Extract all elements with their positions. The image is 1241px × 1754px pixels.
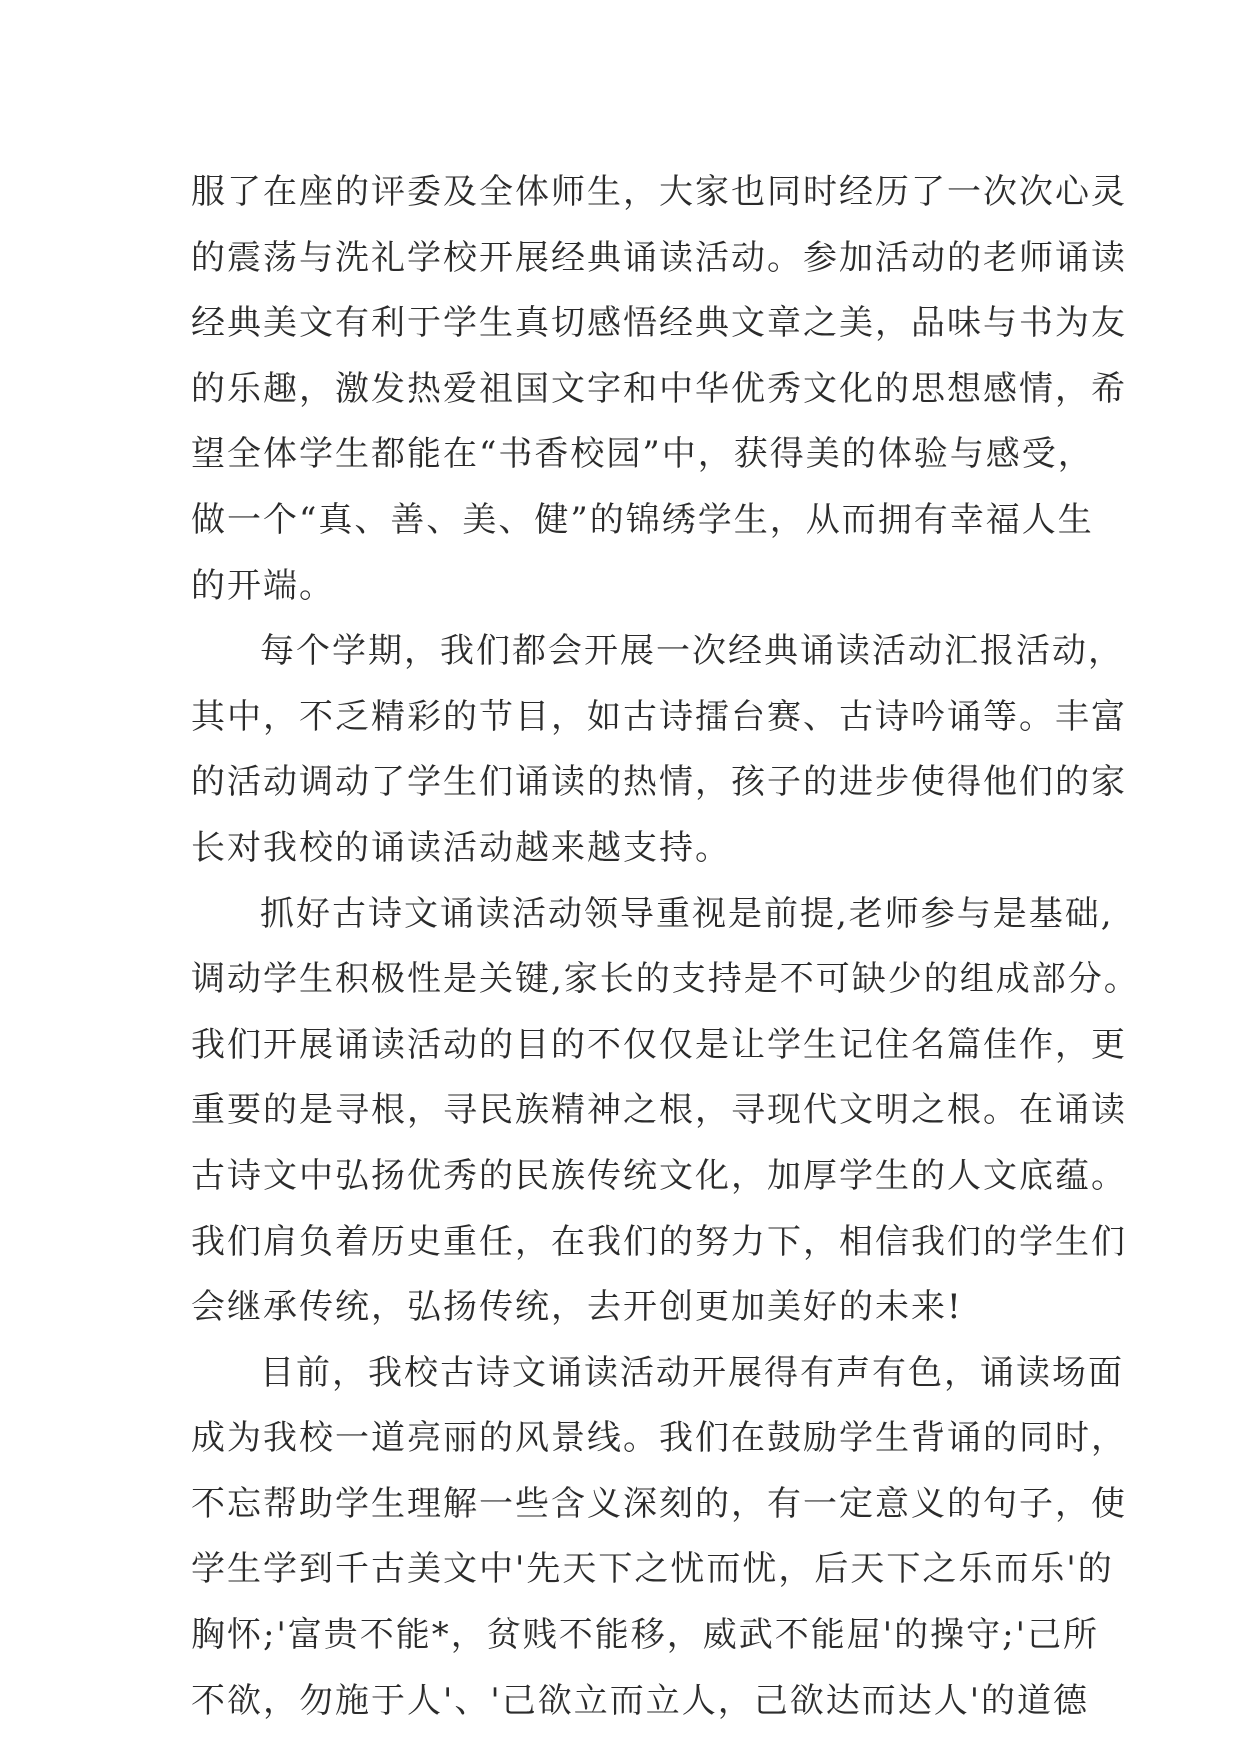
text-line: 的震荡与洗礼学校开展经典诵读活动。参加活动的老师诵读 (191, 237, 1127, 278)
text-line: 学生学到千古美文中'先天下之忧而忧，后天下之乐而乐'的 (191, 1549, 1114, 1590)
text-line: 我们开展诵读活动的目的不仅仅是让学生记住名篇佳作，更 (191, 1024, 1127, 1065)
text-line: 其中，不乏精彩的节目，如古诗擂台赛、古诗吟诵等。丰富 (191, 696, 1127, 737)
paragraph-first-line: 抓好古诗文诵读活动领导重视是前提,老师参与是基础, (260, 893, 1114, 934)
text-line: 长对我校的诵读活动越来越支持。 (191, 827, 731, 868)
text-line: 的活动调动了学生们诵读的热情，孩子的进步使得他们的家 (191, 762, 1127, 803)
text-line: 不欲，勿施于人'、'己欲立而立人，己欲达而达人'的道德 (191, 1680, 1090, 1721)
text-line: 调动学生积极性是关键,家长的支持是不可缺少的组成部分。 (191, 959, 1140, 1000)
text-line: 会继承传统，弘扬传统，去开创更加美好的未来! (191, 1287, 963, 1328)
text-line: 的开端。 (191, 565, 335, 606)
text-line: 古诗文中弘扬优秀的民族传统文化，加厚学生的人文底蕴。 (191, 1155, 1127, 1196)
text-line: 望全体学生都能在“书香校园”中，获得美的体验与感受， (191, 434, 1094, 475)
text-line: 成为我校一道亮丽的风景线。我们在鼓励学生背诵的同时， (191, 1418, 1127, 1459)
text-line: 胸怀;'富贵不能*，贫贱不能移，威武不能屈'的操守;'己所 (191, 1615, 1099, 1656)
body-text (191, 160, 1140, 1734)
text-line: 重要的是寻根，寻民族精神之根，寻现代文明之根。在诵读 (191, 1090, 1127, 1131)
paragraph-first-line: 目前，我校古诗文诵读活动开展得有声有色，诵读场面 (260, 1352, 1124, 1393)
text-line: 做一个“真、善、美、健”的锦绣学生，从而拥有幸福人生 (191, 499, 1094, 540)
text-line: 的乐趣，激发热爱祖国文字和中华优秀文化的思想感情，希 (191, 368, 1127, 409)
text-line: 我们肩负着历史重任，在我们的努力下，相信我们的学生们 (191, 1221, 1127, 1262)
text-line: 经典美文有利于学生真切感悟经典文章之美，品味与书为友 (191, 303, 1127, 344)
paragraph-first-line: 每个学期，我们都会开展一次经典诵读活动汇报活动， (260, 631, 1124, 672)
text-line: 不忘帮助学生理解一些含义深刻的，有一定意义的句子，使 (191, 1483, 1127, 1524)
text-line: 服了在座的评委及全体师生，大家也同时经历了一次次心灵 (191, 172, 1127, 212)
